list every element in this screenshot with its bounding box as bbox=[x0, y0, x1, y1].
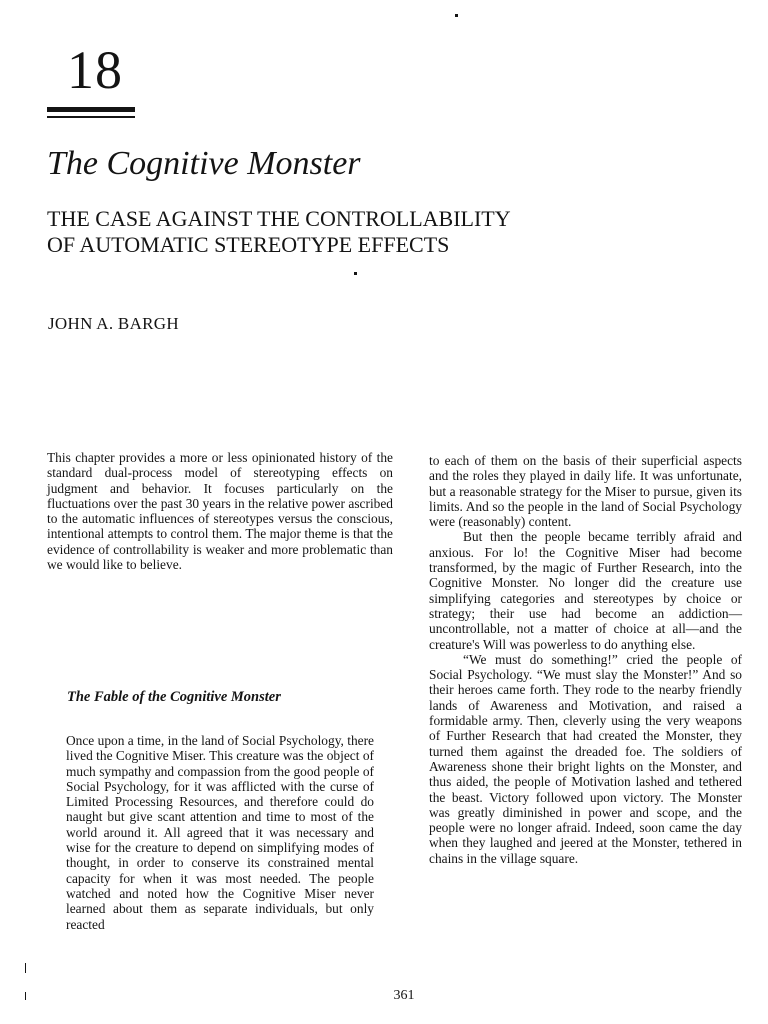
abstract bbox=[47, 450, 393, 572]
body-paragraph: to each of them on the basis of their superficial aspects and the roles they played in daily life. It was unfortunate, but a reasonable strategy for the Miser to pursue, given its limits. And so the people in the land of Social Psychology were (reasonably) content. bbox=[429, 453, 742, 530]
chapter-rule-thick bbox=[47, 107, 135, 112]
body-paragraph: But then the people became terribly afraid and anxious. For lo! the Cognitive Miser had become transformed, by the magic of Further Research, into the Cognitive Monster. No longer did the creature use simplifying categories and stereotypes by choice or strategy; their use had become an addiction—uncontrollable, not a matter of choice at all—and the creature's Will was powerless to do anything else. bbox=[429, 529, 742, 652]
body-paragraph: Once upon a time, in the land of Social Psychology, there lived the Cognitive Miser. This creature was the object of much sympathy and compassion from the good people of Social Psychology, for it was afflicted with the curse of Limited Processing Resources, and therefore could do naught but give scant attention and time to most of the world around it. All agreed that it was necessary and wise for the creature to depend on simplifying modes of thought, in order to conserve its constrained mental capacity for when it was most needed. The people watched and noted how the Cognitive Miser never learned about them as separate individuals, but only reacted bbox=[66, 733, 374, 932]
left-column-body bbox=[66, 733, 374, 932]
chapter-subtitle: THE CASE AGAINST THE CONTROLLABILITY OF AUTOMATIC STEREOTYPE EFFECTS bbox=[47, 206, 511, 257]
scan-speck bbox=[354, 272, 357, 275]
author-name: JOHN A. BARGH bbox=[48, 314, 179, 333]
page-number: 361 bbox=[393, 988, 415, 1003]
scan-speck bbox=[25, 992, 26, 1000]
section-heading: The Fable of the Cognitive Monster bbox=[67, 689, 281, 705]
scan-speck bbox=[455, 14, 458, 17]
chapter-number: 18 bbox=[67, 40, 123, 100]
chapter-rule-thin bbox=[47, 116, 135, 118]
body-paragraph: “We must do something!” cried the people of Social Psychology. “We must slay the Monster!” And so their heroes came forth. They rode to the nearby friendly lands of Awareness and Motivation, and raised a formidable army. Then, cleverly using the very weapons of Further Research that had created the Monster, they turned them against the dreaded foe. The soldiers of Awareness shone their bright lights on the Monster, and thus aided, the people of Motivation lashed and tethered the beast. Victory followed upon victory. The Monster was greatly diminished in power and scope, and the people were no longer afraid. Indeed, soon came the day when they laughed and jeered at the Monster, tethered in chains in the village square. bbox=[429, 651, 742, 866]
chapter-title: The Cognitive Monster bbox=[47, 145, 361, 182]
abstract-paragraph: This chapter provides a more or less opinionated history of the standard dual-process model of stereotyping effects on judgment and behavior. It focuses particularly on the fluctuations over the past 30 years in the relative power ascribed to the automatic influences of stereotypes versus the conscious, intentional attempts to control them. The major theme is that the evidence of controllability is weaker and more problematic than we would like to believe. bbox=[47, 450, 393, 573]
scan-speck bbox=[25, 963, 26, 973]
right-column-body bbox=[429, 453, 742, 866]
